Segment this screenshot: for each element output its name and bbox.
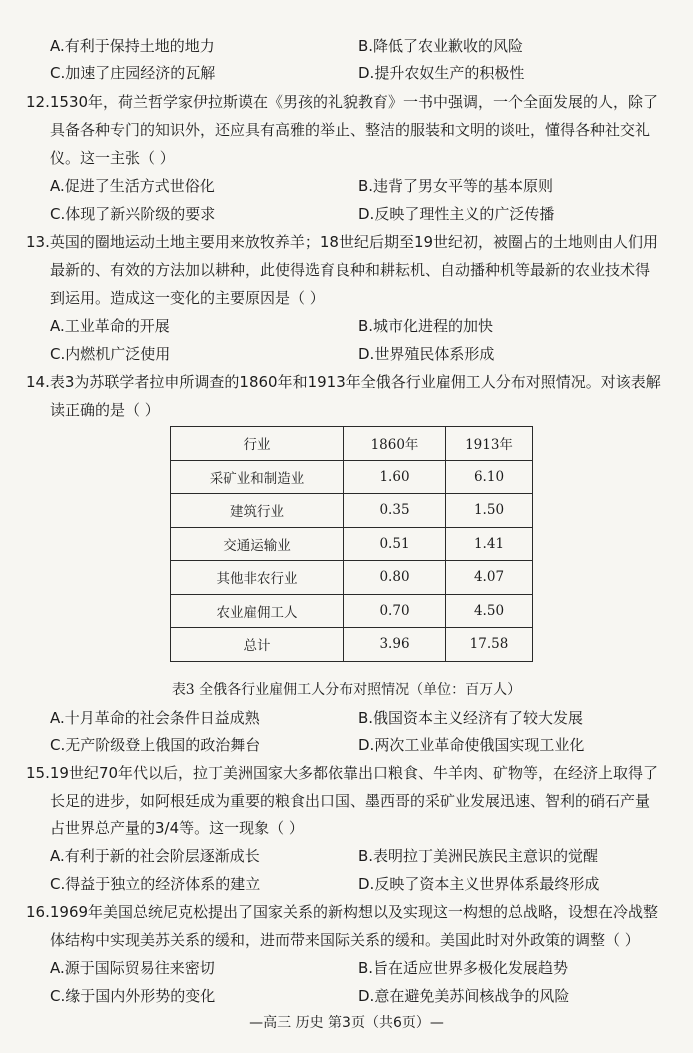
q11-option-c: C.加速了庄园经济的瓦解 <box>50 64 216 82</box>
table-row <box>171 594 533 628</box>
table-row <box>171 460 533 494</box>
q15-option-row <box>0 843 693 869</box>
table-cell: 其他非农行业 <box>171 561 344 595</box>
q11-option-a: A.有利于保持土地的地力 <box>50 37 215 55</box>
q12-stem-line: 仪。这一主张（ ） <box>50 149 175 167</box>
q14-option-a: A.十月革命的社会条件日益成熟 <box>50 709 260 727</box>
table-header-row <box>171 427 533 461</box>
q15-option-a: A.有利于新的社会阶层逐渐成长 <box>50 847 260 865</box>
table-cell: 建筑行业 <box>171 494 344 528</box>
q11-option-b: B.降低了农业歉收的风险 <box>358 37 524 55</box>
q12-option-row <box>0 201 693 227</box>
table-row <box>171 527 533 561</box>
q11-option-row <box>0 33 693 59</box>
table-header: 1913年 <box>446 427 533 461</box>
table-total-row <box>171 628 533 662</box>
q12-option-row <box>0 173 693 199</box>
q11-option-row <box>0 60 693 86</box>
q12-stem-line: 具备各种专门的知识外，还应具有高雅的举止、整洁的服装和文明的谈吐，懂得各种社交礼 <box>50 121 651 139</box>
q13-option-row <box>0 341 693 367</box>
table-cell: 17.58 <box>446 628 533 662</box>
table-caption: 表3 全俄各行业雇佣工人分布对照情况（单位：百万人） <box>171 682 522 698</box>
q14-option-row <box>0 705 693 731</box>
table-header: 行业 <box>171 427 344 461</box>
q13-stem-line: 13.英国的圈地运动土地主要用来放牧养羊；18世纪后期至19世纪初，被圈占的土地则由人们用 <box>26 233 659 251</box>
worker-distribution-table <box>170 426 533 662</box>
q13-option-c: C.内燃机广泛使用 <box>50 345 171 363</box>
q12-option-b: B.违背了男女平等的基本原则 <box>358 177 554 195</box>
q15-stem-line: 长足的进步，如阿根廷成为重要的粮食出口国、墨西哥的采矿业发展迅速、智利的硝石产量 <box>50 792 651 810</box>
table-cell: 4.07 <box>446 561 533 595</box>
table-cell: 0.35 <box>344 494 446 528</box>
table-cell: 采矿业和制造业 <box>171 460 344 494</box>
q14-option-row <box>0 732 693 758</box>
q12-option-d: D.反映了理性主义的广泛传播 <box>358 205 555 223</box>
table-cell: 1.50 <box>446 494 533 528</box>
table-row <box>171 494 533 528</box>
q16-option-b: B.旨在适应世界多极化发展趋势 <box>358 959 569 977</box>
q15-option-d: D.反映了资本主义世界体系最终形成 <box>358 875 600 893</box>
q16-option-a: A.源于国际贸易往来密切 <box>50 959 215 977</box>
q12-option-c: C.体现了新兴阶级的要求 <box>50 205 216 223</box>
page-footer: —高三 历史 第3页（共6页）— <box>249 1015 444 1031</box>
table-header: 1860年 <box>344 427 446 461</box>
q13-stem-line: 到运用。造成这一变化的主要原因是（ ） <box>50 289 325 307</box>
q13-option-d: D.世界殖民体系形成 <box>358 345 495 363</box>
q14-stem-line: 14.表3为苏联学者拉申所调查的1860年和1913年全俄各行业雇佣工人分布对照情况。对该表解 <box>26 373 661 391</box>
table-cell: 农业雇佣工人 <box>171 594 344 628</box>
table-cell: 1.41 <box>446 527 533 561</box>
q13-stem-line: 最新的、有效的方法加以耕种，此使得选育良种和耕耘机、自动播种机等最新的农业技术得 <box>50 261 651 279</box>
q14-option-d: D.两次工业革命使俄国实现工业化 <box>358 736 585 754</box>
q12-option-a: A.促进了生活方式世俗化 <box>50 177 215 195</box>
q16-stem-line: 体结构中实现美苏关系的缓和，进而带来国际关系的缓和。美国此时对外政策的调整（ ） <box>50 931 640 949</box>
q16-stem-line: 16.1969年美国总统尼克松提出了国家关系的新构想以及实现这一构想的总战略，设想在冷战整 <box>26 903 659 921</box>
q15-stem-line: 占世界总产量的3/4等。这一现象（ ） <box>50 819 304 837</box>
q12-stem-line: 12.1530年，荷兰哲学家伊拉斯谟在《男孩的礼貌教育》一书中强调，一个全面发展的人，除了 <box>26 93 659 111</box>
q16-option-row <box>0 955 693 981</box>
table-cell: 交通运输业 <box>171 527 344 561</box>
q16-option-row <box>0 983 693 1009</box>
q13-option-b: B.城市化进程的加快 <box>358 317 494 335</box>
table-cell: 0.70 <box>344 594 446 628</box>
table-cell: 6.10 <box>446 460 533 494</box>
table-cell: 3.96 <box>344 628 446 662</box>
table-row <box>171 561 533 595</box>
q16-option-d: D.意在避免美苏间核战争的风险 <box>358 987 570 1005</box>
q13-option-a: A.工业革命的开展 <box>50 317 170 335</box>
table-cell: 0.51 <box>344 527 446 561</box>
q15-option-c: C.得益于独立的经济体系的建立 <box>50 875 261 893</box>
q14-stem-line: 读正确的是（ ） <box>50 401 160 419</box>
q13-option-row <box>0 313 693 339</box>
q14-option-c: C.无产阶级登上俄国的政治舞台 <box>50 736 261 754</box>
table-cell: 0.80 <box>344 561 446 595</box>
q15-option-b: B.表明拉丁美洲民族民主意识的觉醒 <box>358 847 599 865</box>
q15-option-row <box>0 871 693 897</box>
table-cell: 总计 <box>171 628 344 662</box>
q14-option-b: B.俄国资本主义经济有了较大发展 <box>358 709 584 727</box>
q16-option-c: C.缘于国内外形势的变化 <box>50 987 216 1005</box>
table-cell: 1.60 <box>344 460 446 494</box>
q15-stem-line: 15.19世纪70年代以后，拉丁美洲国家大多都依靠出口粮食、牛羊肉、矿物等，在经济上取得了 <box>26 764 659 782</box>
q11-option-d: D.提升农奴生产的积极性 <box>358 64 525 82</box>
table-cell: 4.50 <box>446 594 533 628</box>
